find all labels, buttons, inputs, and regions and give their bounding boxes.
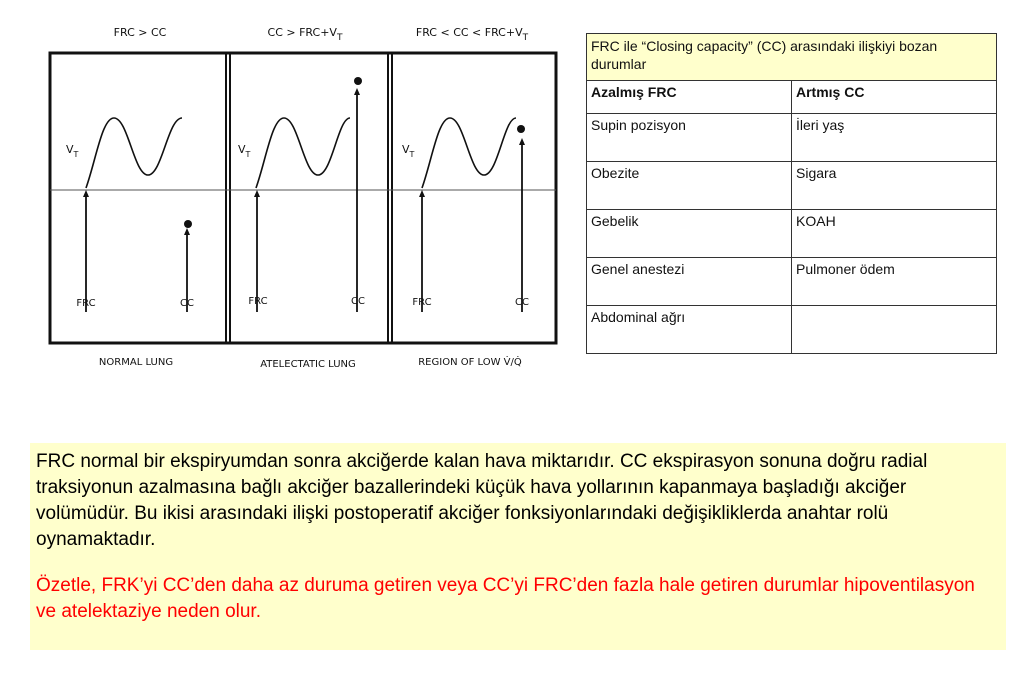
cc-point-2 <box>354 77 362 85</box>
table-cell <box>792 306 997 354</box>
frc-label-3: FRC <box>412 297 432 308</box>
table-cell: Abdominal ağrı <box>587 306 792 354</box>
frc-label-2: FRC <box>248 296 268 307</box>
panel-3-caption: REGION OF LOW V̇/Q̇ <box>418 357 522 368</box>
table-cell: Genel anestezi <box>587 258 792 306</box>
diagram-frame <box>50 53 556 343</box>
cc-arrowhead-2 <box>354 88 360 95</box>
vt-label-1: $V_T$ <box>66 143 79 159</box>
cc-point-3 <box>517 125 525 133</box>
cc-label-1: CC <box>180 298 194 309</box>
tidal-wave-3 <box>422 118 516 188</box>
panel-3-title: FRC < CC < $FRC+V_T$ <box>415 26 529 43</box>
vt-label-3: $V_T$ <box>402 143 415 159</box>
tidal-wave-2 <box>256 118 350 188</box>
frc-label-1: FRC <box>76 298 96 309</box>
cc-arrowhead-1 <box>184 228 190 235</box>
summary-paragraph: Özetle, FRK’yi CC’den daha az duruma getiren veya CC’yi FRC’den fazla hale getiren durumlar hipoventilasyon ve atelektaziye neden olur. <box>36 575 975 622</box>
table-cell: KOAH <box>792 210 997 258</box>
table-row <box>587 114 997 162</box>
panel-1-title: FRC > CC <box>113 26 167 39</box>
explanation-textbox <box>30 443 1006 650</box>
cc-label-2: CC <box>351 296 365 307</box>
cc-point-1 <box>184 220 192 228</box>
cc-arrowhead-3 <box>519 138 525 145</box>
frc-arrowhead-3 <box>419 190 425 197</box>
table-cell: Pulmoner ödem <box>792 258 997 306</box>
table-cell: Gebelik <box>587 210 792 258</box>
table-cell: Sigara <box>792 162 997 210</box>
panel-1-caption: NORMAL LUNG <box>98 357 174 368</box>
table-cell: Obezite <box>587 162 792 210</box>
panel-2-caption: ATELECTATIC LUNG <box>260 359 356 370</box>
table-caption: FRC ile “Closing capacity” (CC) arasındaki ilişkiyi bozan durumlar <box>587 34 997 81</box>
table-cell: İleri yaş <box>792 114 997 162</box>
table-row <box>587 306 997 354</box>
panel-2-title: CC > $FRC+V_T$ <box>267 26 343 43</box>
conditions-table-container <box>586 33 997 354</box>
frc-arrowhead-1 <box>83 190 89 197</box>
table-cell: Supin pozisyon <box>587 114 792 162</box>
conditions-table <box>586 33 997 354</box>
frc-arrowhead-2 <box>254 190 260 197</box>
header-decreased-frc: Azalmış FRC <box>587 81 792 114</box>
explanation-paragraph: FRC normal bir ekspiryumdan sonra akciğerde kalan hava miktarıdır. CC ekspirasyon sonuna doğru radial traksiyonun azalmasına bağlı akciğer bazallerindeki küçük hava yollarının kapanmaya başladığı akciğer volümüdür. Bu ikisi arasındaki ilişki postoperatif akciğer fonksiyonlarındaki değişikliklerda anahtar rolü oynamaktadır. <box>36 451 928 550</box>
header-increased-cc: Artmış CC <box>792 81 997 114</box>
table-row <box>587 210 997 258</box>
tidal-wave-1 <box>86 118 182 188</box>
cc-label-3: CC <box>515 297 529 308</box>
vt-label-2: $V_T$ <box>238 143 251 159</box>
table-row <box>587 162 997 210</box>
lung-volume-diagram <box>40 20 570 380</box>
table-row <box>587 258 997 306</box>
